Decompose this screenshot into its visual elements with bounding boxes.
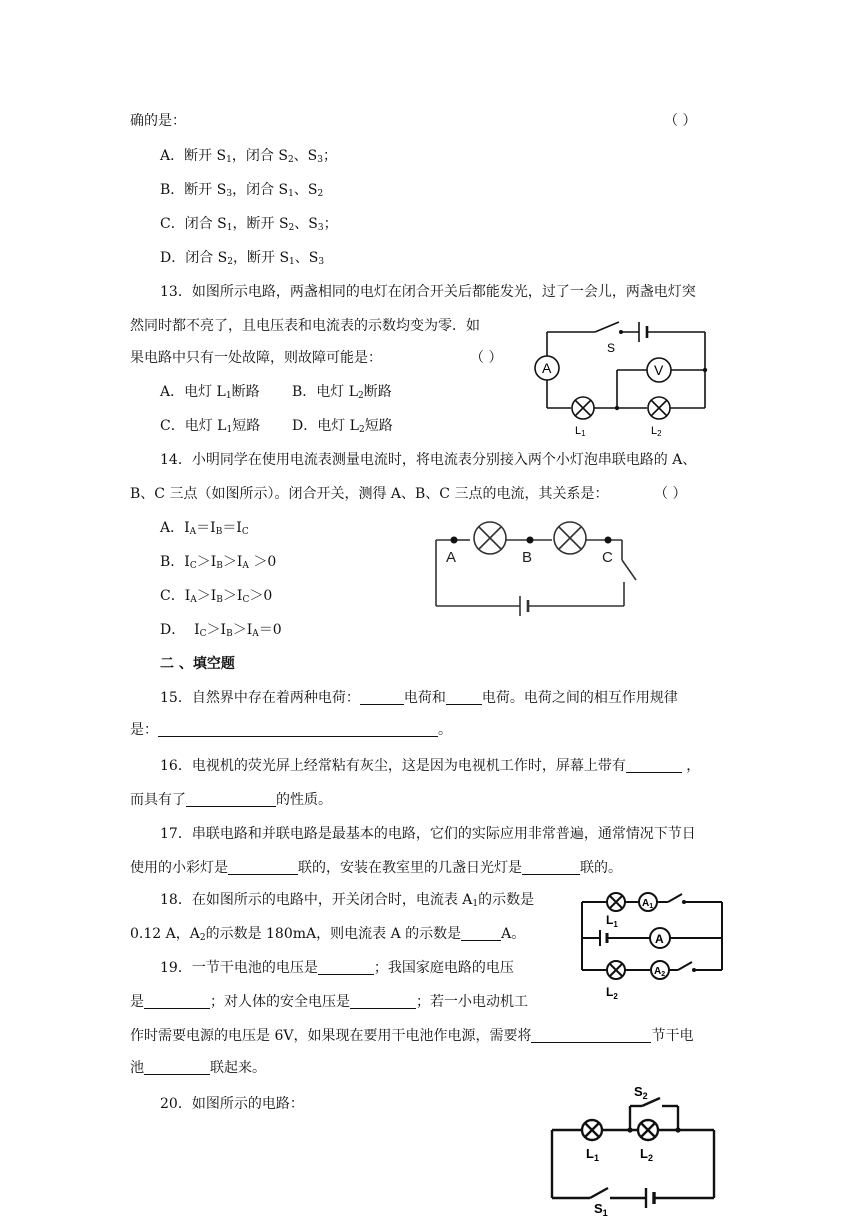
q19-line1: 19．一节干电池的电压是 ；我国家庭电路的电压 (160, 960, 514, 976)
q13-option-b: B．电灯 $L_2$断路 (292, 384, 392, 401)
q14-option-b: B．$I_C>I_B>I_A >0$ (160, 554, 277, 571)
q13-option-c: C．电灯 $L_1$短路 (160, 418, 261, 435)
q20-circuit-diagram (546, 1080, 726, 1216)
q14-option-c: C．$I_A>I_B>I_C>0$ (160, 588, 273, 605)
q14-point-b-label: B (522, 549, 533, 566)
q16-line2: 而具有了 的性质。 (130, 792, 332, 808)
q17-line2: 使用的小彩灯是 联的，安装在教室里的几盏日光灯是 联的。 (130, 860, 622, 876)
q12-stem-tail: 确的是： (130, 113, 186, 129)
q13-stem-line2: 然同时都不亮了，且电压表和电流表的示数均变为零．如 (130, 318, 480, 334)
q14-point-a-label: A (446, 549, 457, 566)
q20-switch1-label: $S_1$ (594, 1201, 608, 1216)
q20-line1: 20．如图所示的电路： (160, 1096, 304, 1112)
q20-switch2-label: $S_2$ (634, 1084, 648, 1101)
q12-option-d: D．闭合 $S_2$，断开 $S_1$、$S_3$ (160, 250, 325, 267)
q13-ammeter-label: A (542, 360, 552, 376)
q20-lamp2-label: $L_2$ (640, 1146, 653, 1163)
q12-option-b: B．断开 $S_3$，闭合 $S_1$、$S_2$ (160, 182, 324, 199)
q13-lamp1-label: L1 (575, 425, 586, 438)
q15-line2: 是： 。 (130, 722, 452, 738)
q14-stem-line2: B、C 三点（如图所示）。闭合开关，测得 A、B、C 三点的电流，其关系是： (130, 486, 609, 502)
q13-option-d: D．电灯 $L_2$短路 (292, 418, 393, 435)
q18-ammeter1-label: $A_1$ (642, 898, 654, 910)
q14-option-d: D． $I_C>I_B>I_A=0$ (160, 622, 282, 639)
q17-line1: 17．串联电路和并联电路是最基本的电路，它们的实际应用非常普遍，通常情况下节日 (160, 826, 696, 842)
q13-circuit-diagram (525, 310, 715, 440)
q13-lamp2-label: L2 (651, 425, 662, 438)
q12-answer-bracket: （ ） (664, 113, 697, 129)
q18-circuit-diagram (578, 884, 728, 1000)
q13-voltmeter-label: V (654, 362, 664, 378)
q13-stem-line1: 13．如图所示电路，两盏相同的电灯在闭合开关后都能发光，过了一会儿，两盏电灯突 (160, 284, 696, 300)
q19-line2: 是 ；对人体的安全电压是 ；若一小电动机工 (130, 994, 528, 1010)
q13-stem-line3: 果电路中只有一处故障，则故障可能是： (130, 350, 382, 366)
q19-line3: 作时需要电源的电压是 6V，如果现在要用干电池作电源，需要将 节干电 (130, 1028, 694, 1044)
q18-line1: 18．在如图所示的电路中，开关闭合时，电流表 $A_1$的示数是 (160, 892, 535, 909)
q18-ammeter2-label: $A_2$ (654, 966, 666, 978)
q14-option-a: A．$I_A=I_B=I_C$ (160, 520, 249, 537)
q13-answer-bracket: （ ） (470, 350, 503, 366)
q14-point-c-label: C (602, 549, 613, 566)
q12-option-a: A．断开 $S_1$，闭合 $S_2$、$S_3$； (160, 148, 337, 165)
q15-line1: 15．自然界中存在着两种电荷： 电荷和 电荷。电荷之间的相互作用规律 (160, 690, 678, 706)
q18-ammeter-main-label: A (655, 932, 664, 946)
q20-lamp1-label: $L_1$ (586, 1146, 599, 1163)
section-fill-in-title: 二 、填空题 (160, 656, 235, 672)
q19-line4: 池 联起来。 (130, 1060, 266, 1076)
q16-line1: 16．电视机的荧光屏上经常粘有灰尘，这是因为电视机工作时，屏幕上带有 ， (160, 758, 701, 774)
q14-stem-line1: 14．小明同学在使用电流表测量电流时，将电流表分别接入两个小灯泡串联电路的 A、 (160, 452, 697, 468)
q12-option-c: C．闭合 $S_1$，断开 $S_2$、$S_3$； (160, 216, 338, 233)
q18-lamp1-label: $L_1$ (606, 913, 618, 929)
q13-option-a: A．电灯 $L_1$断路 (160, 384, 260, 401)
q13-switch-label: S (607, 341, 616, 355)
q14-answer-bracket: （ ） (654, 486, 687, 502)
q14-circuit-diagram (430, 518, 640, 628)
q18-line2: 0.12 A，$A_2$的示数是 180mA，则电流表 A 的示数是 A。 (130, 926, 526, 943)
q18-lamp2-label: $L_2$ (606, 985, 618, 1000)
